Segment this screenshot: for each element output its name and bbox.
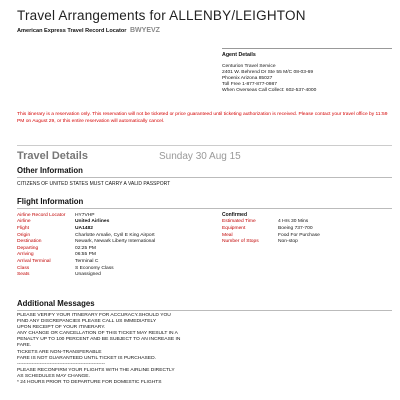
flight-field [17,265,217,272]
field-value: Newark, Newark Liberty International [75,239,156,245]
traveler-name: ALLENBY/LEIGHTON [169,8,306,23]
agent-line: Centurion Travel Service [222,64,276,69]
message-line: PENALTY UP TO 100 PERCENT AND BE SUBJECT TO AN INCREASE IN [17,337,181,343]
record-locator [17,27,160,34]
divider [17,145,392,146]
flight-field [17,232,217,239]
flight-status: Confirmed [222,212,247,218]
travel-details-header [17,147,392,165]
flight-field [17,271,217,278]
other-information-title: Other Information [17,166,83,175]
field-value: S Economy Class [75,265,114,271]
message-line: PLEASE RECONFIRM YOUR FLIGHTS WITH THE AIRLINE DIRECTLY [17,367,175,373]
field-label: Meal [222,232,233,238]
divider [17,208,392,209]
message-line: ANY CHANGE OR CANCELLATION OF THIS TICKET MAY RESULT IN A [17,331,178,337]
field-value: Non-stop [278,239,298,245]
field-label: Arriving [17,252,34,258]
flight-field [17,212,217,219]
message-line: FARE IS NOT GUARANTEED UNTIL TICKET IS PURCHASED. [17,355,156,361]
flight-field [17,219,217,226]
message-line: TICKETS ARE NON-TRANSFERABLE [17,349,102,355]
title-prefix: Travel Arrangements for [17,8,166,23]
flight-field [222,238,392,245]
field-value: United Airlines [75,219,110,225]
page-title [17,8,306,23]
flight-field [17,225,217,232]
reservation-notice: This itinerary is a reservation only. This reservation will not be ticketed or price guaranteed until ticketing authorization is received. Please contact your travel office by 11:59 PM on August 29, or this entire reservation will automatically cancel. [17,112,388,124]
field-value: 02:25 PM [75,245,96,251]
field-value: 06:55 PM [75,252,96,258]
field-label: Estimated Time [222,219,256,225]
field-label: Airline [17,219,31,225]
agent-details [222,48,392,94]
flight-field [222,225,392,232]
flight-information-title: Flight Information [17,197,84,206]
field-label: Number of Stops [222,239,259,245]
field-value: Food For Purchase [278,232,320,238]
agent-line: 2401 W. Behrend Dr Ste 55 M/C 08-03-69 [222,70,314,76]
flight-field [17,252,217,259]
field-value: 4 Hrs 30 Mins [278,219,309,225]
flight-field [17,258,217,265]
field-label: Arrival Terminal [17,258,51,264]
agent-line: Phoenix Arizona 85027 [222,76,273,82]
field-value: HY7VHP [75,212,95,218]
divider [17,177,392,178]
field-value: Charlotte Amalie, Cyril E King Airport [75,232,155,238]
message-line: UPON RECEIPT OF YOUR ITINERARY. [17,325,106,331]
other-information-text: CITIZENS OF UNITED STATES MUST CARRY A VALID PASSPORT [17,181,171,187]
field-label: Seats [17,272,30,278]
locator-label: American Express Travel Record Locator [17,28,127,34]
message-line: * 24 HOURS PRIOR TO DEPARTURE FOR DOMESTIC FLIGHTS [17,380,162,386]
field-value: Unassigned [75,272,101,278]
field-label: Flight [17,225,29,231]
field-label: Equipment [222,225,246,231]
message-line: FARE. [17,343,32,349]
flight-field [222,232,392,239]
field-value: Terminal C [75,258,99,264]
message-line: PLEASE VERIFY YOUR ITINERARY FOR ACCURACY.SHOULD YOU [17,313,171,318]
field-value: UA1482 [75,225,93,231]
flight-details-right [222,212,392,245]
travel-details-title: Travel Details [17,150,88,162]
agent-line: Toll Free 1-877-877-0987 [222,82,277,88]
travel-date: Sunday 30 Aug 15 [159,151,241,162]
field-value: Boeing 737-700 [278,225,313,231]
locator-code: BWYEVZ [130,27,160,34]
field-label: Departing [17,245,39,251]
message-line: AS SCHEDULES MAY CHANGE. [17,373,90,379]
additional-messages-title: Additional Messages [17,299,95,308]
field-label: Airline Record Locator [17,212,66,218]
field-label: Destination [17,239,42,245]
flight-details-left [17,212,217,278]
field-label: Class [17,265,30,271]
additional-messages [17,313,277,386]
flight-field [17,238,217,245]
message-line: FIND ANY DISCREPANCIES PLEASE CALL US IMMEDIATELY [17,319,157,325]
agent-details-heading: Agent Details [222,52,256,58]
flight-field [222,219,392,226]
flight-field [17,245,217,252]
field-label: Origin [17,232,31,238]
message-separator: ------------------------------------------------------ [17,361,105,367]
divider [17,310,392,311]
agent-line: When Overseas Call Collect: 602-537-4000 [222,88,317,94]
